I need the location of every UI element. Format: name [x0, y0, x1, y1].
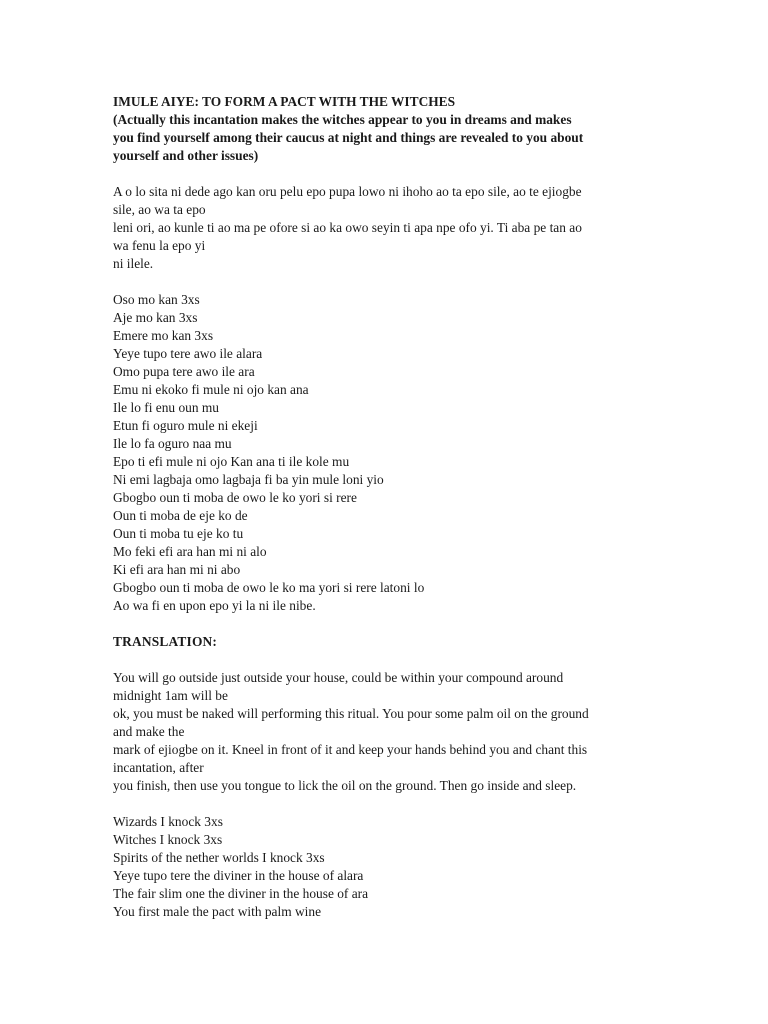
subtitle-line: yourself and other issues) [113, 148, 259, 163]
incantation-line: Aje mo kan 3xs [113, 310, 198, 325]
spacer [113, 615, 658, 633]
translation-line: mark of ejiogbe on it. Kneel in front of it and keep your hands behind you and chant this [113, 742, 588, 757]
translated-incantation-block [113, 813, 658, 921]
instruction-line: ni ilele. [113, 256, 154, 271]
incantation-line: Epo ti efi mule ni ojo Kan ana ti ile kole mu [113, 454, 350, 469]
spacer [113, 165, 658, 183]
incantation-line: Ao wa fi en upon epo yi la ni ile nibe. [113, 598, 316, 613]
translation-line: ok, you must be naked will performing this ritual. You pour some palm oil on the ground [113, 706, 589, 721]
incantation-line: Ki efi ara han mi ni abo [113, 562, 241, 577]
incantation-line: Ni emi lagbaja omo lagbaja fi ba yin mule loni yio [113, 472, 384, 487]
spacer [113, 651, 658, 669]
translated-incantation-line: You first male the pact with palm wine [113, 904, 322, 919]
incantation-line: Omo pupa tere awo ile ara [113, 364, 255, 379]
incantation-line: Yeye tupo tere awo ile alara [113, 346, 263, 361]
translation-heading: TRANSLATION: [113, 634, 218, 649]
translation-line: you finish, then use you tongue to lick the oil on the ground. Then go inside and sleep. [113, 778, 577, 793]
instruction-line: A o lo sita ni dede ago kan oru pelu epo pupa lowo ni ihoho ao ta epo sile, ao te ejiogbe [113, 184, 582, 199]
document-subtitle [113, 111, 658, 165]
document-page [113, 93, 658, 921]
incantation-line: Oun ti moba de eje ko de [113, 508, 248, 523]
incantation-line: Oun ti moba tu eje ko tu [113, 526, 244, 541]
incantation-line: Emu ni ekoko fi mule ni ojo kan ana [113, 382, 309, 397]
translation-paragraph [113, 669, 658, 795]
translation-line: midnight 1am will be [113, 688, 228, 703]
translated-incantation-line: The fair slim one the diviner in the house of ara [113, 886, 369, 901]
instruction-line: wa fenu la epo yi [113, 238, 206, 253]
incantation-line: Oso mo kan 3xs [113, 292, 200, 307]
document-title: IMULE AIYE: TO FORM A PACT WITH THE WITCHES [113, 94, 456, 109]
spacer [113, 273, 658, 291]
instruction-line: sile, ao wa ta epo [113, 202, 206, 217]
translated-incantation-line: Yeye tupo tere the diviner in the house of alara [113, 868, 364, 883]
incantation-line: Mo feki efi ara han mi ni alo [113, 544, 267, 559]
incantation-line: Gbogbo oun ti moba de owo le ko yori si rere [113, 490, 357, 505]
translated-incantation-line: Spirits of the nether worlds I knock 3xs [113, 850, 325, 865]
instruction-line: leni ori, ao kunle ti ao ma pe ofore si ao ka owo seyin ti apa npe ofo yi. Ti aba pe tan ao [113, 220, 582, 235]
subtitle-line: (Actually this incantation makes the witches appear to you in dreams and makes [113, 112, 572, 127]
translation-line: and make the [113, 724, 185, 739]
incantation-line: Gbogbo oun ti moba de owo le ko ma yori si rere latoni lo [113, 580, 425, 595]
spacer [113, 795, 658, 813]
incantation-line: Ile lo fa oguro naa mu [113, 436, 232, 451]
incantation-line: Ile lo fi enu oun mu [113, 400, 219, 415]
translated-incantation-line: Wizards I knock 3xs [113, 814, 223, 829]
incantation-block [113, 291, 658, 615]
translation-line: You will go outside just outside your house, could be within your compound around [113, 670, 564, 685]
translation-line: incantation, after [113, 760, 204, 775]
translated-incantation-line: Witches I knock 3xs [113, 832, 223, 847]
instruction-paragraph [113, 183, 658, 273]
subtitle-line: you find yourself among their caucus at night and things are revealed to you about [113, 130, 584, 145]
incantation-line: Etun fi oguro mule ni ekeji [113, 418, 258, 433]
incantation-line: Emere mo kan 3xs [113, 328, 214, 343]
